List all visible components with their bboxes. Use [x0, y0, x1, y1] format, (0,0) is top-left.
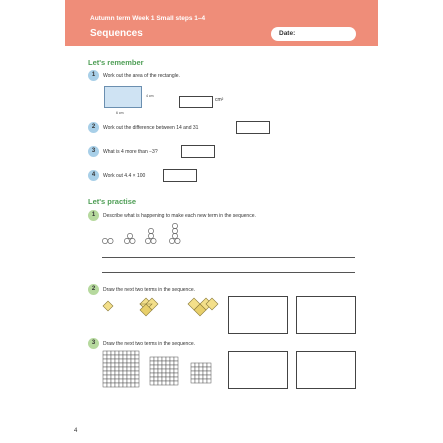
- grid-cell: [195, 375, 199, 379]
- grid-cell: [103, 375, 107, 379]
- grid-cell: [127, 371, 131, 375]
- grid-cell: [162, 365, 166, 369]
- grid-cell: [115, 383, 119, 387]
- grid-cell: [119, 383, 123, 387]
- diamond-sequence: [100, 296, 225, 316]
- grid-cell: [127, 383, 131, 387]
- grid-cell: [107, 375, 111, 379]
- grid-cell: [135, 375, 139, 379]
- page-header: [65, 0, 378, 46]
- grid-cell: [191, 375, 195, 379]
- grid-cell: [111, 363, 115, 367]
- grid-cell: [150, 377, 154, 381]
- grid-cell: [199, 363, 203, 367]
- grid-cell: [203, 379, 207, 383]
- grid-cell: [162, 377, 166, 381]
- grid-cell: [195, 379, 199, 383]
- grid-cell: [107, 383, 111, 387]
- practise-q2-text: Draw the next two terms in the sequence.: [103, 287, 195, 293]
- grid-cell: [162, 369, 166, 373]
- q3-answer-box[interactable]: [181, 145, 215, 158]
- grid-cell: [123, 355, 127, 359]
- rect-width-label: 6 cm: [116, 111, 124, 115]
- grid-cell: [131, 351, 135, 355]
- grid-cell: [195, 371, 199, 375]
- grid-cell: [123, 367, 127, 371]
- q4-answer-box[interactable]: [163, 169, 197, 182]
- grid-cell: [115, 379, 119, 383]
- grid-cell: [154, 357, 158, 361]
- grid-cell: [174, 377, 178, 381]
- grid-cell: [158, 361, 162, 365]
- practise-q1-number: 1: [88, 210, 99, 221]
- practise-q1-text: Describe what is happening to make each new term in the sequence.: [103, 213, 256, 219]
- rect-height-label: 4 cm: [146, 94, 154, 98]
- grid-cell: [119, 359, 123, 363]
- grid-cell: [158, 381, 162, 385]
- grid-cell: [199, 379, 203, 383]
- grid-cell: [131, 363, 135, 367]
- grid-cell: [207, 379, 211, 383]
- grid-cell: [154, 365, 158, 369]
- area-unit: cm²: [215, 97, 224, 103]
- remember-q4-number: 4: [88, 170, 99, 181]
- grid-cell: [158, 373, 162, 377]
- grid-cell: [166, 373, 170, 377]
- date-field[interactable]: [271, 27, 356, 41]
- grid-cell: [150, 365, 154, 369]
- grid-cell: [123, 383, 127, 387]
- grid-cell: [131, 383, 135, 387]
- grid-cell: [123, 363, 127, 367]
- grid-cell: [191, 379, 195, 383]
- grid-cell: [170, 357, 174, 361]
- grid-cell: [119, 363, 123, 367]
- grid-cell: [103, 383, 107, 387]
- grid-cell: [135, 371, 139, 375]
- practise-q3-text: Draw the next two terms in the sequence.: [103, 341, 195, 347]
- grid-cell: [170, 365, 174, 369]
- grid-cell: [107, 359, 111, 363]
- grid-cell: [111, 375, 115, 379]
- grid-cell: [107, 355, 111, 359]
- grid-cell: [162, 373, 166, 377]
- grid-cell: [123, 351, 127, 355]
- grid-cell: [103, 371, 107, 375]
- grid-cell: [131, 379, 135, 383]
- grid-cell: [107, 379, 111, 383]
- grid-cell: [174, 381, 178, 385]
- grid-cell: [135, 355, 139, 359]
- grid-cell: [174, 369, 178, 373]
- grid-cell: [127, 355, 131, 359]
- grid-cell: [199, 371, 203, 375]
- grid-cell: [135, 359, 139, 363]
- grid-cell: [162, 357, 166, 361]
- grid-cell: [174, 373, 178, 377]
- grid-cell: [203, 367, 207, 371]
- grid-cell: [115, 363, 119, 367]
- q2-answer-box-2[interactable]: [296, 296, 356, 334]
- grid-cell: [207, 371, 211, 375]
- grid-cell: [166, 357, 170, 361]
- date-label: Date:: [279, 30, 296, 37]
- practise-q3-number: 3: [88, 338, 99, 349]
- grid-cell: [111, 367, 115, 371]
- circle-sequence: [100, 222, 190, 248]
- grid-cell: [131, 367, 135, 371]
- grid-cell: [150, 373, 154, 377]
- grid-cell: [203, 375, 207, 379]
- grid-cell: [154, 377, 158, 381]
- grid-cell: [195, 363, 199, 367]
- grid-cell: [158, 369, 162, 373]
- grid-cell: [135, 363, 139, 367]
- grid-cell: [135, 351, 139, 355]
- grid-cell: [103, 367, 107, 371]
- grid-cell: [115, 367, 119, 371]
- q3-answer-box-1[interactable]: [228, 351, 288, 389]
- grid-cell: [170, 369, 174, 373]
- grid-cell: [111, 379, 115, 383]
- writing-line-2[interactable]: [102, 272, 355, 273]
- grid-cell: [158, 365, 162, 369]
- grid-cell: [123, 359, 127, 363]
- grid-cell: [119, 375, 123, 379]
- grid-cell: [123, 379, 127, 383]
- grid-cell: [115, 371, 119, 375]
- grid-cell: [107, 351, 111, 355]
- grid-cell: [203, 363, 207, 367]
- page-number: 4: [74, 428, 78, 434]
- grid-cell: [174, 365, 178, 369]
- page-title: Sequences: [90, 28, 143, 39]
- grid-cell: [154, 381, 158, 385]
- grid-cell: [191, 371, 195, 375]
- grid-cell: [103, 363, 107, 367]
- grid-cell: [162, 381, 166, 385]
- remember-q2-text: Work out the difference between 14 and 31: [103, 125, 199, 131]
- grid-cell: [103, 379, 107, 383]
- grid-cell: [150, 381, 154, 385]
- grid-cell: [103, 351, 107, 355]
- grid-cell: [158, 377, 162, 381]
- grid-cell: [207, 375, 211, 379]
- grid-cell: [103, 359, 107, 363]
- grid-cell: [119, 371, 123, 375]
- grid-cell: [150, 357, 154, 361]
- grid-cell: [119, 351, 123, 355]
- grid-cell: [174, 357, 178, 361]
- grid-cell: [107, 363, 111, 367]
- grid-sequence: [103, 351, 223, 387]
- grid-cell: [127, 367, 131, 371]
- grid-cell: [170, 377, 174, 381]
- remember-q2-number: 2: [88, 122, 99, 133]
- grid-cell: [115, 375, 119, 379]
- grid-cell: [131, 359, 135, 363]
- grid-cell: [150, 369, 154, 373]
- grid-cell: [127, 351, 131, 355]
- q2-answer-box[interactable]: [236, 121, 270, 134]
- grid-cell: [191, 367, 195, 371]
- remember-q3-text: What is 4 more than −3?: [103, 149, 158, 155]
- grid-cell: [199, 375, 203, 379]
- grid-cell: [127, 363, 131, 367]
- remember-q4-text: Work out 4.4 × 100: [103, 173, 146, 179]
- grid-cell: [111, 371, 115, 375]
- grid-cell: [135, 367, 139, 371]
- grid-cell: [170, 361, 174, 365]
- grid-cell: [162, 361, 166, 365]
- remember-q1-text: Work out the area of the rectangle.: [103, 73, 180, 79]
- grid-cell: [135, 383, 139, 387]
- practise-q2-number: 2: [88, 284, 99, 295]
- grid-cell: [191, 363, 195, 367]
- q1-answer-box[interactable]: [179, 96, 213, 108]
- grid-cell: [207, 367, 211, 371]
- grid-cell: [131, 371, 135, 375]
- grid-cell: [203, 371, 207, 375]
- remember-heading: Let's remember: [88, 58, 144, 67]
- remember-q3-number: 3: [88, 146, 99, 157]
- grid-cell: [166, 381, 170, 385]
- writing-line-1[interactable]: [102, 257, 355, 258]
- grid-cell: [174, 361, 178, 365]
- grid-cell: [195, 367, 199, 371]
- grid-cell: [123, 371, 127, 375]
- grid-cell: [199, 367, 203, 371]
- grid-cell: [207, 363, 211, 367]
- q3-answer-box-2[interactable]: [296, 351, 356, 389]
- rectangle-shape: [104, 86, 142, 108]
- grid-cell: [166, 361, 170, 365]
- grid-cell: [135, 379, 139, 383]
- practise-heading: Let's practise: [88, 197, 137, 206]
- grid-cell: [119, 367, 123, 371]
- grid-cell: [154, 361, 158, 365]
- grid-cell: [154, 373, 158, 377]
- grid-cell: [127, 359, 131, 363]
- grid-cell: [107, 371, 111, 375]
- grid-cell: [119, 355, 123, 359]
- grid-cell: [111, 359, 115, 363]
- grid-cell: [170, 381, 174, 385]
- grid-cell: [115, 351, 119, 355]
- grid-cell: [131, 375, 135, 379]
- grid-cell: [166, 369, 170, 373]
- grid-cell: [166, 365, 170, 369]
- grid-cell: [103, 355, 107, 359]
- grid-cell: [111, 383, 115, 387]
- grid-cell: [115, 359, 119, 363]
- grid-cell: [154, 369, 158, 373]
- grid-cell: [127, 379, 131, 383]
- remember-q1-number: 1: [88, 70, 99, 81]
- grid-cell: [107, 367, 111, 371]
- grid-cell: [166, 377, 170, 381]
- grid-cell: [170, 373, 174, 377]
- grid-cell: [127, 375, 131, 379]
- grid-cell: [111, 355, 115, 359]
- grid-cell: [158, 357, 162, 361]
- grid-cell: [115, 355, 119, 359]
- grid-cell: [150, 361, 154, 365]
- grid-cell: [123, 375, 127, 379]
- term-line: Autumn term Week 1 Small steps 1–4: [90, 15, 206, 22]
- q2-answer-box-1[interactable]: [228, 296, 288, 334]
- grid-cell: [111, 351, 115, 355]
- grid-cell: [119, 379, 123, 383]
- grid-cell: [131, 355, 135, 359]
